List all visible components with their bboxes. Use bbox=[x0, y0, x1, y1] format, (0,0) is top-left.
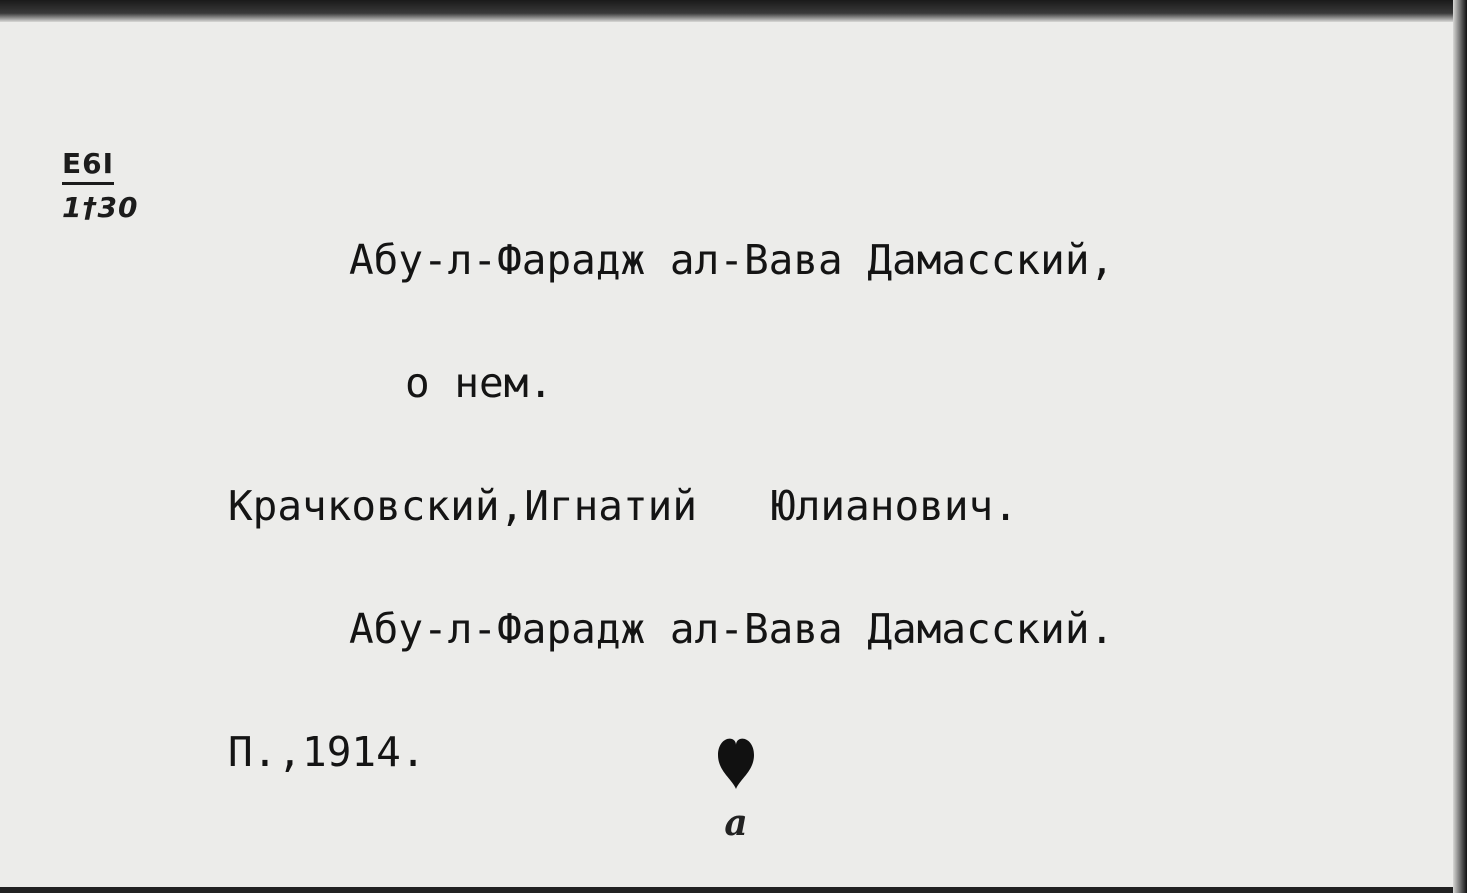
scan-edge bbox=[0, 887, 1467, 893]
title-line-2: П.,1914. bbox=[228, 728, 426, 776]
catalog-mark bbox=[706, 735, 766, 843]
title-line-1: Абу-л-Фарадж ал-Вава Дамасский. bbox=[349, 605, 1115, 653]
call-number-line-2: 1†30 bbox=[62, 191, 139, 224]
author-line: Крачковский,Игнатий Юлианович. bbox=[228, 482, 1018, 530]
catalog-mark-letter: a bbox=[724, 802, 748, 844]
subject-heading-line-1: Абу-л-Фарадж ал-Вава Дамасский, bbox=[349, 236, 1115, 284]
call-number bbox=[62, 148, 202, 225]
subject-heading-line-2: о нем. bbox=[405, 359, 554, 407]
call-number-line-1: E6I bbox=[62, 148, 114, 185]
card-entry bbox=[228, 158, 1114, 855]
heart-stamp-icon bbox=[714, 735, 758, 791]
